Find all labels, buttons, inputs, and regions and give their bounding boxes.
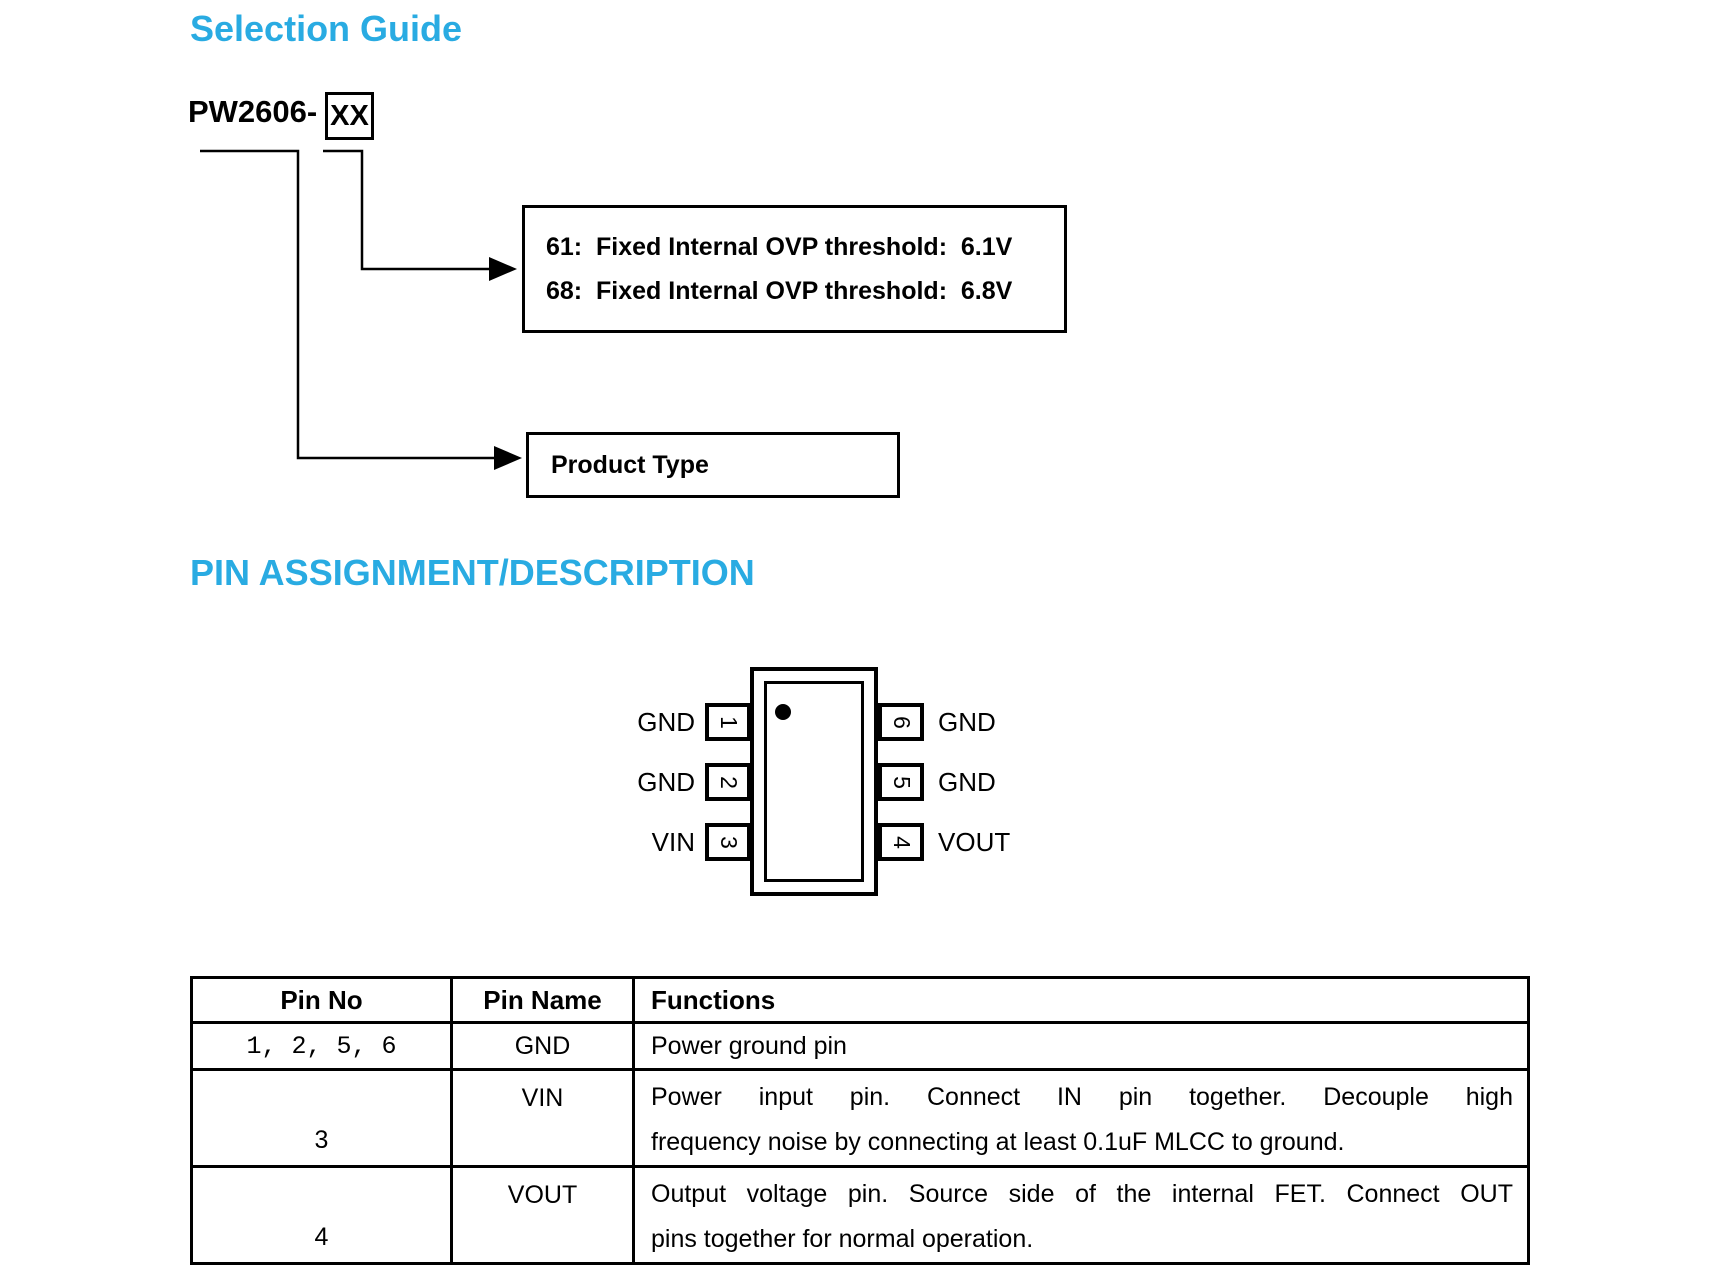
pin-label-1: GND: [637, 707, 695, 737]
pin-box-1: [705, 703, 751, 741]
cell-pin-no: 1, 2, 5, 6: [192, 1023, 452, 1070]
functions-line: frequency noise by connecting at least 0.1uF MLCC to ground.: [651, 1128, 1345, 1156]
pin-label-3: VIN: [651, 827, 695, 857]
pin-label-5: GND: [938, 767, 996, 797]
part-suffix-box: XX: [325, 92, 374, 140]
pin-number-5: 5: [888, 775, 915, 789]
table-row-vout: [192, 1167, 1529, 1264]
table-row-gnd: [192, 1023, 1529, 1070]
table-row-vin: [192, 1070, 1529, 1167]
pin-box-5: [878, 763, 924, 801]
header-functions: Functions: [634, 978, 1529, 1023]
pin-number-6: 6: [888, 715, 915, 729]
pin-box-2: [705, 763, 751, 801]
pin-assignment-title: PIN ASSIGNMENT/DESCRIPTION: [190, 552, 755, 593]
ovp-option-box: [522, 205, 1067, 333]
pin-number-2: 2: [715, 775, 742, 789]
header-pin-name: Pin Name: [452, 978, 634, 1023]
ovp-option-61: 61: Fixed Internal OVP threshold: 6.1V: [546, 233, 1013, 261]
pin-label-2: GND: [637, 767, 695, 797]
pin-number-1: 1: [715, 715, 742, 729]
ovp-option-68: 68: Fixed Internal OVP threshold: 6.8V: [546, 277, 1013, 305]
pin-label-6: GND: [938, 707, 996, 737]
part-number-prefix: PW2606-: [188, 94, 318, 129]
pin-box-4: [878, 823, 924, 861]
functions-line: Power input pin. Connect IN pin together. Decouple high: [651, 1083, 1513, 1111]
cell-functions: Power ground pin: [634, 1023, 1529, 1070]
cell-pin-name: VIN: [452, 1070, 634, 1167]
cell-pin-no: 4: [192, 1167, 452, 1264]
header-pin-no: Pin No: [192, 978, 452, 1023]
cell-pin-no: 3: [192, 1070, 452, 1167]
table-header-row: [192, 978, 1529, 1023]
functions-line: pins together for normal operation.: [651, 1225, 1034, 1253]
pin-box-6: [878, 703, 924, 741]
pin-label-4: VOUT: [938, 827, 1011, 857]
cell-functions: [634, 1167, 1529, 1264]
selection-guide-title: Selection Guide: [190, 8, 463, 49]
cell-pin-name: VOUT: [452, 1167, 634, 1264]
chip-package-body: [750, 667, 878, 896]
cell-functions: [634, 1070, 1529, 1167]
product-type-label: Product Type: [551, 450, 709, 479]
pin-box-3: [705, 823, 751, 861]
pin-description-table: [190, 976, 1530, 1265]
cell-pin-name: GND: [452, 1023, 634, 1070]
product-type-box: [526, 432, 900, 498]
pin1-marker-dot: [775, 704, 791, 720]
functions-line: Output voltage pin. Source side of the internal FET. Connect OUT: [651, 1180, 1513, 1208]
pin-number-4: 4: [888, 835, 915, 849]
pin-number-3: 3: [715, 835, 742, 849]
